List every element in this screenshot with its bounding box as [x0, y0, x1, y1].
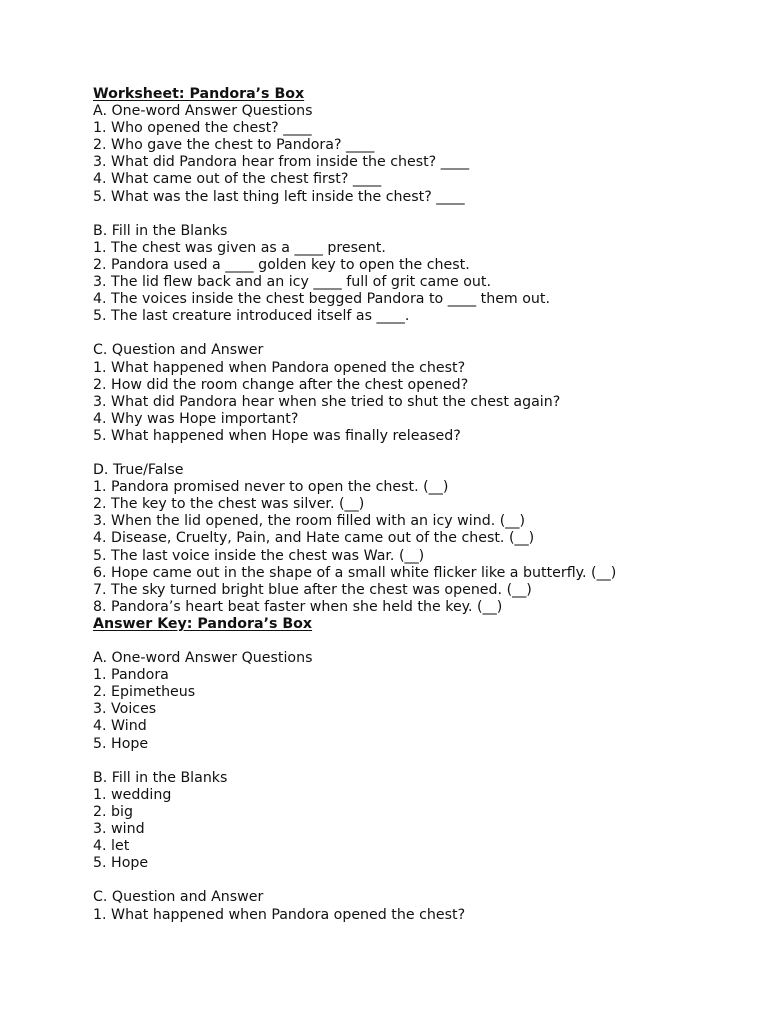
section-heading-true-false: D. True/False — [93, 462, 184, 479]
question-item: 5. The last creature introduced itself as ____. — [93, 308, 410, 325]
question-item: 3. The lid flew back and an icy ____ full of grit came out. — [93, 274, 491, 291]
answer-item: 4. let — [93, 838, 130, 855]
question-item: 8. Pandora’s heart beat faster when she held the key. (__) — [93, 598, 503, 615]
worksheet-title: Worksheet: Pandora’s Box — [93, 86, 305, 102]
answer-heading-one-word: A. One-word Answer Questions — [93, 650, 313, 667]
question-item: 3. What did Pandora hear when she tried to shut the chest again? — [93, 393, 561, 410]
section-heading-fill-blanks: B. Fill in the Blanks — [93, 222, 228, 239]
question-item: 2. Pandora used a ____ golden key to open the chest. — [93, 256, 470, 273]
question-item: 5. What happened when Hope was finally released? — [93, 427, 461, 444]
question-item: 4. The voices inside the chest begged Pandora to ____ them out. — [93, 291, 550, 308]
question-item: 1. What happened when Pandora opened the chest? — [93, 359, 466, 376]
answer-key-title: Answer Key: Pandora’s Box — [93, 615, 313, 632]
answer-item: 5. Hope — [93, 735, 149, 752]
answer-heading-question-answer: C. Question and Answer — [93, 889, 264, 906]
question-item: 5. The last voice inside the chest was War. (__) — [93, 547, 425, 564]
question-item: 1. Pandora promised never to open the chest. (__) — [93, 479, 449, 496]
question-item: 1. Who opened the chest? ____ — [93, 120, 312, 137]
document-page — [93, 86, 753, 924]
answer-item: 4. Wind — [93, 718, 147, 735]
answer-item: 3. Voices — [93, 701, 157, 718]
question-item: 5. What was the last thing left inside the chest? ____ — [93, 188, 465, 205]
question-item: 4. Disease, Cruelty, Pain, and Hate came out of the chest. (__) — [93, 530, 535, 547]
spacer — [93, 872, 753, 889]
answer-item: 1. Pandora — [93, 667, 169, 684]
answer-item: 1. wedding — [93, 786, 172, 803]
answer-item: 5. Hope — [93, 855, 149, 872]
section-heading-question-answer: C. Question and Answer — [93, 342, 264, 359]
spacer — [93, 206, 753, 223]
question-item: 1. The chest was given as a ____ present. — [93, 239, 386, 256]
answer-item: 2. Epimetheus — [93, 684, 196, 701]
spacer — [93, 325, 753, 342]
question-item: 2. Who gave the chest to Pandora? ____ — [93, 137, 375, 154]
section-heading-one-word: A. One-word Answer Questions — [93, 103, 313, 120]
question-item: 2. The key to the chest was silver. (__) — [93, 496, 365, 513]
question-item: 7. The sky turned bright blue after the chest was opened. (__) — [93, 581, 532, 598]
question-item: 3. What did Pandora hear from inside the chest? ____ — [93, 154, 470, 171]
question-item: 4. What came out of the chest first? ____ — [93, 171, 382, 188]
question-item: 4. Why was Hope important? — [93, 410, 299, 427]
spacer — [93, 445, 753, 462]
answer-item: 2. big — [93, 803, 133, 820]
question-item: 6. Hope came out in the shape of a small white flicker like a butterfly. (__) — [93, 564, 617, 581]
spacer — [93, 633, 753, 650]
spacer — [93, 753, 753, 770]
question-item: 3. When the lid opened, the room filled with an icy wind. (__) — [93, 513, 525, 530]
question-item: 2. How did the room change after the chest opened? — [93, 376, 469, 393]
answer-item: 1. What happened when Pandora opened the chest? — [93, 906, 466, 923]
answer-heading-fill-blanks: B. Fill in the Blanks — [93, 769, 228, 786]
answer-item: 3. wind — [93, 821, 145, 838]
